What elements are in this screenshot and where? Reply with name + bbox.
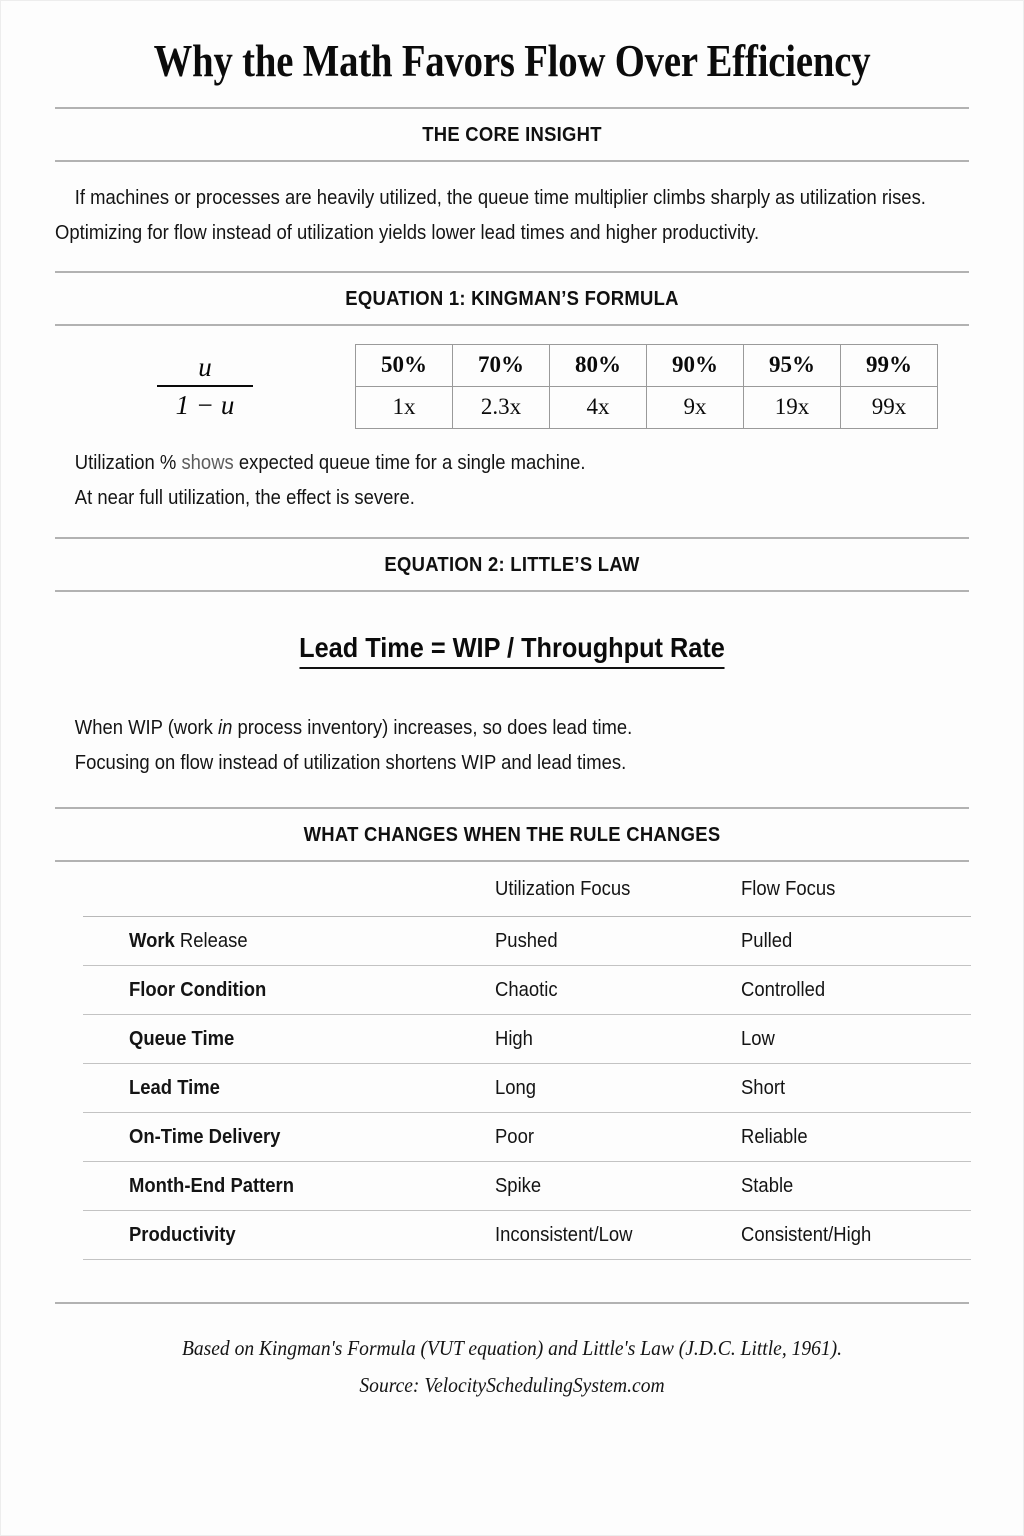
- spacer: [55, 1260, 969, 1302]
- cell-flow: Controlled: [741, 965, 971, 1014]
- table-row: [83, 1210, 971, 1259]
- multiplier-cell: 99x: [841, 386, 938, 428]
- cell-flow: Low: [741, 1014, 971, 1063]
- row-label: Queue Time: [83, 1014, 495, 1063]
- table-row-multiplier: [356, 386, 938, 428]
- equation2-note-line-2: Focusing on flow instead of utilization shortens WIP and lead times.: [74, 751, 627, 775]
- row-label: Work Release: [83, 916, 495, 965]
- core-insight-line-2: Optimizing for flow instead of utilization yields lower lead times and higher productivity.: [55, 221, 760, 245]
- kingman-fraction: [55, 352, 355, 421]
- row-label: Month-End Pattern: [83, 1161, 495, 1210]
- section-heading-equation-1: EQUATION 1: KINGMAN’S FORMULA: [345, 286, 679, 310]
- section-heading-core-insight: THE CORE INSIGHT: [422, 123, 602, 146]
- utilization-cell: 70%: [453, 344, 550, 386]
- cell-flow: Consistent/High: [741, 1210, 971, 1259]
- multiplier-cell: 19x: [744, 386, 841, 428]
- core-insight-body: [55, 162, 969, 271]
- note-text-c: process inventory) increases, so does lead time.: [232, 716, 633, 739]
- cell-utilization: Inconsistent/Low: [495, 1210, 741, 1259]
- equation1-heading-band: [55, 273, 969, 324]
- cell-utilization: Spike: [495, 1161, 741, 1210]
- column-header-flow-focus: Flow Focus: [741, 876, 836, 900]
- comparison-heading-band: [55, 809, 969, 860]
- fraction-bar: [157, 385, 253, 388]
- core-insight-line-1: If machines or processes are heavily utilized, the queue time multiplier climbs sharply as utilization rises.: [74, 186, 926, 209]
- cell-utilization: Pushed: [495, 916, 741, 965]
- table-row: [83, 916, 971, 965]
- kingman-formula-row: [55, 344, 969, 429]
- table-row: [83, 1112, 971, 1161]
- cell-flow: Pulled: [741, 916, 971, 965]
- divider-rule: [55, 590, 969, 592]
- row-label: Productivity: [83, 1210, 495, 1259]
- section-heading-equation-2: EQUATION 2: LITTLE’S LAW: [384, 553, 640, 576]
- cell-flow: Short: [741, 1063, 971, 1112]
- note-text-highlight: shows: [181, 450, 234, 474]
- content-column: [55, 1, 969, 1405]
- equation1-note-line-1: [55, 445, 878, 480]
- multiplier-cell: 9x: [647, 386, 744, 428]
- equation2-note-line-1: [55, 710, 878, 745]
- utilization-cell: 99%: [841, 344, 938, 386]
- core-insight-heading-band: [55, 109, 969, 160]
- section-heading-comparison: WHAT CHANGES WHEN THE RULE CHANGES: [303, 822, 721, 846]
- table-row-utilization: [356, 344, 938, 386]
- comparison-table: [83, 862, 971, 1260]
- multiplier-cell: 2.3x: [453, 386, 550, 428]
- row-label: On-Time Delivery: [83, 1112, 495, 1161]
- utilization-cell: 80%: [550, 344, 647, 386]
- column-header-utilization-focus: Utilization Focus: [495, 876, 631, 900]
- utilization-cell: 95%: [744, 344, 841, 386]
- row-label: Lead Time: [83, 1063, 495, 1112]
- table-header-row: [83, 862, 971, 917]
- equation2-notes: [55, 710, 969, 807]
- utilization-cell: 90%: [647, 344, 744, 386]
- fraction-denominator: 1 − u: [175, 390, 235, 421]
- note-text-a: When WIP (work: [74, 716, 218, 739]
- table-row: [83, 1161, 971, 1210]
- equation1-notes: [55, 445, 969, 538]
- note-text-italic: in: [217, 716, 233, 739]
- cell-flow: Reliable: [741, 1112, 971, 1161]
- cell-utilization: Chaotic: [495, 965, 741, 1014]
- table-row: [83, 1014, 971, 1063]
- row-label: Floor Condition: [83, 965, 495, 1014]
- equation1-note-line-2: At near full utilization, the effect is severe.: [74, 485, 415, 509]
- equation2-heading-band: [55, 539, 969, 590]
- fraction-numerator: u: [198, 351, 212, 382]
- cell-utilization: Poor: [495, 1112, 741, 1161]
- littles-law-formula: [92, 632, 933, 664]
- cell-utilization: Long: [495, 1063, 741, 1112]
- column-header-blank: [83, 862, 495, 917]
- footer-line-2: Source: VelocitySchedulingSystem.com: [359, 1373, 665, 1398]
- cell-utilization: High: [495, 1014, 741, 1063]
- divider-rule: [55, 324, 969, 326]
- footer-line-1: Based on Kingman's Formula (VUT equation) and Little's Law (J.D.C. Little, 1961).: [181, 1335, 843, 1360]
- note-text-a: Utilization %: [74, 450, 182, 474]
- multiplier-cell: 1x: [356, 386, 453, 428]
- note-text-c: expected queue time for a single machine.: [233, 450, 586, 474]
- multiplier-cell: 4x: [550, 386, 647, 428]
- footer-attribution: [87, 1304, 937, 1406]
- utilization-cell: 50%: [356, 344, 453, 386]
- table-row: [83, 1063, 971, 1112]
- page-title: Why the Math Favors Flow Over Efficiency: [153, 36, 871, 86]
- cell-flow: Stable: [741, 1161, 971, 1210]
- formula-text: Lead Time = WIP / Throughput Rate: [299, 632, 725, 669]
- table-row: [83, 965, 971, 1014]
- kingman-utilization-table: [355, 344, 938, 429]
